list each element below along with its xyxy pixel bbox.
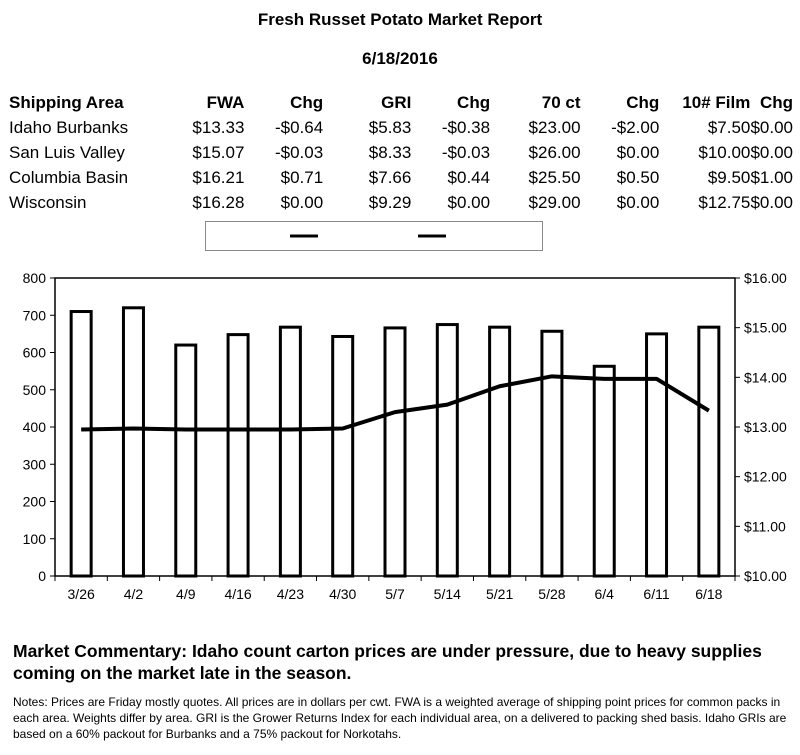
table-cell: $16.28: [192, 192, 245, 212]
right-tick-label: $15.00: [744, 319, 787, 336]
right-tick-label: $11.00: [744, 518, 786, 535]
bar: [542, 331, 562, 576]
bar: [385, 328, 405, 576]
bar: [333, 336, 353, 576]
left-tick-label: 100: [22, 530, 46, 547]
right-tick-label: $12.00: [744, 468, 787, 485]
table-cell: $12.75: [698, 192, 751, 212]
right-tick-label: $13.00: [744, 419, 787, 435]
table-cell: $1.00: [750, 167, 793, 187]
x-tick-label: 4/23: [276, 586, 305, 602]
right-tick-label: $16.00: [744, 270, 787, 286]
left-tick-label: 400: [22, 419, 46, 435]
column-header: Chg: [290, 92, 324, 112]
x-tick-label: 4/30: [329, 586, 357, 602]
left-tick-label: 800: [22, 270, 46, 286]
table-cell: $7.66: [368, 167, 412, 187]
bar: [490, 327, 510, 576]
x-tick-label: 4/2: [123, 586, 144, 602]
column-header: 10# Film: [682, 92, 751, 112]
x-axis: [55, 576, 735, 602]
left-tick-label: 0: [38, 568, 46, 584]
report-title: Fresh Russet Potato Market Report: [257, 10, 543, 29]
report-date: 6/18/2016: [362, 49, 438, 68]
left-tick-label: 700: [22, 307, 46, 324]
x-tick-label: 4/16: [224, 586, 252, 602]
bar: [123, 308, 143, 576]
table-cell: $7.50: [707, 117, 751, 137]
table-cell: $0.44: [447, 167, 491, 187]
column-header: FWA: [206, 92, 245, 112]
table-cell: $5.83: [368, 117, 412, 137]
left-tick-label: 300: [22, 456, 46, 473]
chart-svg: [0, 262, 800, 610]
table-row: [9, 115, 793, 140]
x-tick-label: 5/14: [433, 586, 461, 602]
table-row: [9, 165, 793, 190]
table-cell: $15.07: [192, 142, 245, 162]
right-axis: [735, 270, 787, 584]
column-header: Shipping Area: [9, 92, 124, 112]
table-cell: $0.50: [616, 167, 660, 187]
legend-swatches: [206, 222, 542, 250]
table-cell: $0.00: [447, 192, 491, 212]
column-header: Chg: [626, 92, 660, 112]
table-cell: $8.33: [368, 142, 412, 162]
table-cell: $0.71: [280, 167, 324, 187]
table-cell: $0.00: [616, 192, 660, 212]
table-cell: $23.00: [528, 117, 581, 137]
table-cell: $29.00: [528, 192, 581, 212]
table-cell: $0.00: [750, 142, 793, 162]
bar: [437, 325, 457, 576]
left-tick-label: 500: [22, 381, 46, 398]
column-header: Chg: [457, 92, 491, 112]
table-cell: $0.00: [280, 192, 324, 212]
x-tick-label: 6/4: [594, 586, 614, 602]
bar: [647, 334, 667, 576]
column-header: Chg: [759, 92, 793, 112]
left-tick-label: 200: [22, 493, 46, 510]
table-cell: -$0.03: [274, 142, 324, 162]
bar: [71, 312, 91, 576]
table-cell: $26.00: [528, 142, 581, 162]
x-tick-label: 5/28: [538, 586, 566, 602]
left-axis: [23, 270, 55, 584]
price-table: [9, 90, 793, 215]
table-cell: $0.00: [750, 117, 793, 137]
table-cell: $10.00: [698, 142, 751, 162]
left-tick-label: 600: [22, 344, 46, 361]
bar-group: [71, 308, 719, 576]
x-tick-label: 3/26: [67, 586, 95, 602]
table-row: [9, 140, 793, 165]
column-header: 70 ct: [541, 92, 581, 112]
chart-legend: [205, 221, 543, 251]
table-cell: Columbia Basin: [9, 167, 129, 187]
column-header: GRI: [381, 92, 412, 112]
bar: [594, 366, 614, 576]
table-cell: $0.00: [616, 142, 660, 162]
table-header-row: [9, 90, 793, 115]
x-tick-label: 5/7: [385, 586, 405, 602]
x-tick-label: 4/9: [176, 586, 196, 602]
table-cell: $9.29: [368, 192, 412, 212]
table-cell: -$0.64: [274, 117, 324, 137]
market-commentary: Market Commentary: Idaho count carton prices are under pressure, due to heavy supplies coming on the market late in the season.: [13, 641, 762, 683]
table-cell: Wisconsin: [9, 192, 87, 212]
bar: [176, 345, 196, 576]
right-tick-label: $10.00: [744, 568, 787, 584]
table-cell: -$0.03: [441, 142, 491, 162]
table-cell: $0.00: [750, 192, 793, 212]
report-notes: Notes: Prices are Friday mostly quotes. All prices are in dollars per cwt. FWA is a weighted average of shipping point prices for common packs in each area. Weights differ by area. GRI is the Grower Returns Index for each individual area, on a delivered to packing shed basis. Idaho GRIs are based on a 60% packout for Burbanks and a 75% packout for Norkotahs.: [13, 695, 787, 741]
x-tick-label: 5/21: [485, 586, 514, 602]
table-cell: Idaho Burbanks: [9, 117, 129, 137]
bar: [228, 335, 248, 576]
bar: [280, 327, 300, 576]
table-cell: $9.50: [707, 167, 751, 187]
table-cell: -$2.00: [611, 117, 660, 137]
table-cell: $13.33: [192, 117, 245, 137]
table-cell: $16.21: [192, 167, 245, 187]
table-row: [9, 190, 793, 215]
right-tick-label: $14.00: [744, 369, 787, 386]
bar: [699, 327, 719, 576]
table-cell: $25.50: [528, 167, 581, 187]
table-cell: San Luis Valley: [9, 142, 125, 162]
x-tick-label: 6/18: [695, 586, 723, 602]
x-tick-label: 6/11: [643, 586, 670, 602]
table-cell: -$0.38: [441, 117, 491, 137]
